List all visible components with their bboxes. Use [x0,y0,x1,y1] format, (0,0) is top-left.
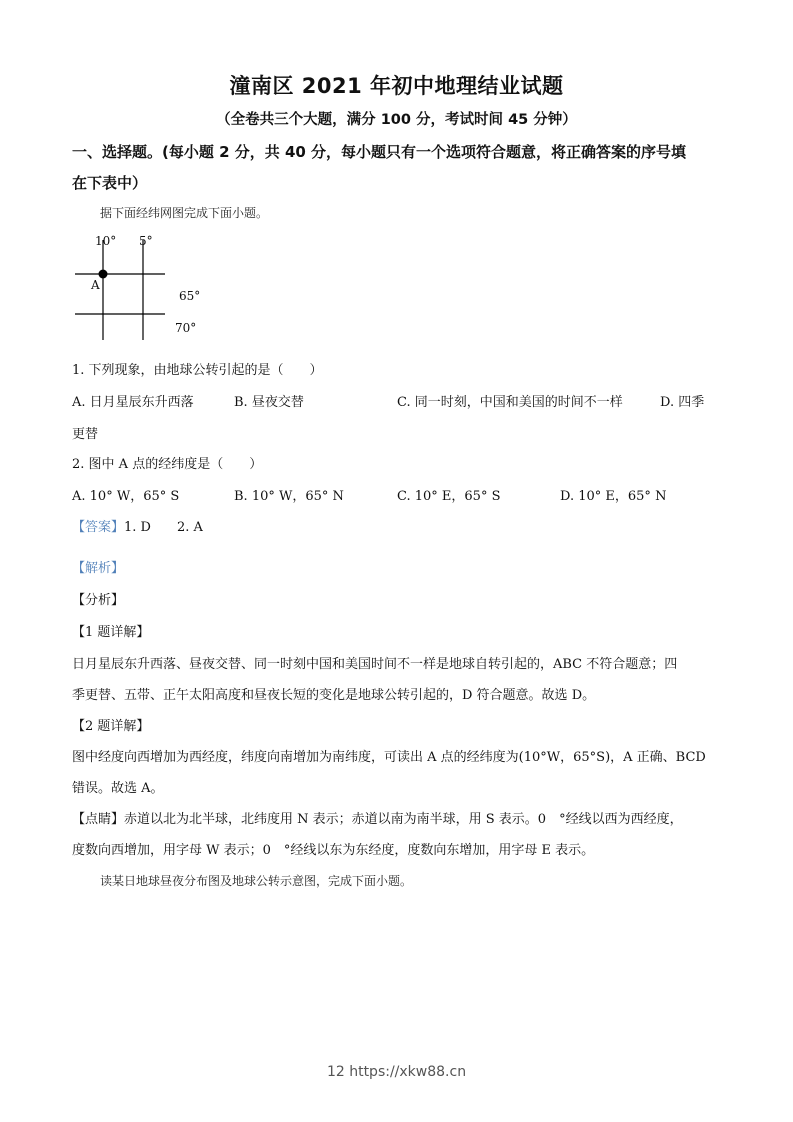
section-heading-line1: 一、选择题。(每小题 2 分，共 40 分，每小题只有一个选项符合题意，将正确答案的序号填 [72,143,687,161]
question-2-option-a: A. 10° W，65° S [72,489,180,504]
question-1-stem: 1. 下列现象，由地球公转引起的是（ ） [72,363,323,378]
analysis-label: 【解析】 [72,561,125,576]
answer-text: 1. D 2. A [124,520,203,535]
section-intro: 据下面经纬网图完成下面小题。 [100,206,269,220]
page-footer: 12 https://xkw88.cn [326,1064,467,1080]
lat-label-70: 70° [175,321,197,335]
q2-detail-line1: 图中经度向西增加为西经度，纬度向南增加为南纬度，可读出 A 点的经纬度为(10°W，65°S)，A 正确、BCD [72,750,706,765]
question-1-option-a: A. 日月星辰东升西落 [72,395,194,410]
question-2-option-c: C. 10° E，65° S [397,489,501,504]
question-2-stem: 2. 图中 A 点的经纬度是（ ） [72,457,263,472]
tip-line2: 度数向西增加，用字母 W 表示；0 °经线以东为东经度，度数向东增加，用字母 E 表示。 [72,843,595,858]
section-heading-line2: 在下表中） [72,174,148,192]
q2-detail-line2: 错误。故选 A。 [72,781,164,796]
question-1-option-b: B. 昼夜交替 [234,395,304,410]
lon-label-10: 10° [95,234,117,248]
question-2-option-d: D. 10° E，65° N [560,489,667,504]
question-1-option-d-wrap: 更替 [72,427,99,442]
question-1-option-d: D. 四季 [660,395,705,410]
answer-row [72,516,203,535]
q1-detail-line2: 季更替、五带、正午太阳高度和昼夜长短的变化是地球公转引起的，D 符合题意。故选 D。 [72,688,596,703]
tip-line1: 【点睛】赤道以北为北半球，北纬度用 N 表示；赤道以南为南半球，用 S 表示。0 °经线以西为西经度， [72,812,683,827]
analysis-fenxi: 【分析】 [72,593,125,608]
point-a-label: A [91,278,100,292]
question-1-option-c: C. 同一时刻，中国和美国的时间不一样 [397,395,623,410]
page-subtitle: （全卷共三个大题，满分 100 分，考试时间 45 分钟） [216,112,577,128]
q2-detail-heading: 【2 题详解】 [72,719,150,734]
lat-label-65: 65° [179,289,201,303]
answer-label: 【答案】 [72,520,125,535]
page-title: 潼南区 2021 年初中地理结业试题 [229,74,564,98]
q1-detail-heading: 【1 题详解】 [72,625,150,640]
lon-label-5: 5° [139,234,153,248]
next-section-intro: 读某日地球昼夜分布图及地球公转示意图，完成下面小题。 [100,874,413,888]
question-2-option-b: B. 10° W，65° N [234,489,344,504]
q1-detail-line1: 日月星辰东升西落、昼夜交替、同一时刻中国和美国时间不一样是地球自转引起的，ABC 不符合题意；四 [72,657,678,672]
